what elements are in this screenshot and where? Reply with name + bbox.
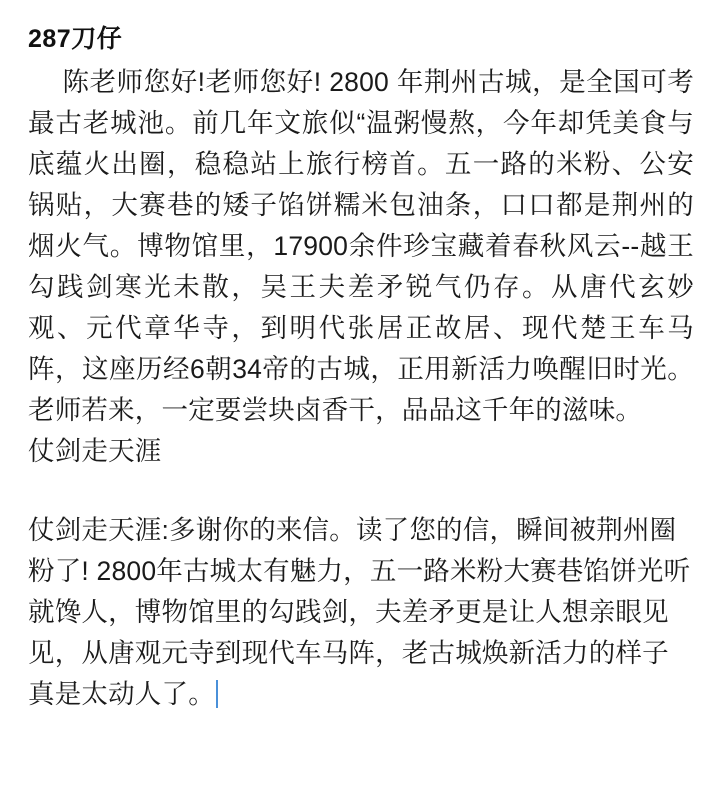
reply-block <box>28 510 694 715</box>
text-cursor <box>216 680 218 708</box>
letter-paragraph: 陈老师您好!老师您好! 2800 年荆州古城，是全国可考最古老城池。前几年文旅似“温粥慢熬，今年却凭美食与底蕴火出圈，稳稳站上旅行榜首。五一路的米粉、公安锅贴，大赛巷的矮子馅饼糯米包油条，口口都是荆州的烟火气。博物馆里，17900余件珍宝藏着春秋风云--越王勾践剑寒光未散，吴王夫差矛锐气仍存。从唐代玄妙观、元代章华寺，到明代张居正故居、现代楚王车马阵，这座历经6朝34帝的古城，正用新活力唤醒旧时光。老师若来，一定要尝块卤香干，品品这千年的滋味。 <box>28 67 694 425</box>
section-spacer <box>28 472 694 510</box>
letter-signature: 仗剑走天涯 <box>28 436 162 466</box>
page-title: 287刀仔 <box>28 25 123 53</box>
reply-text: 仗剑走天涯:多谢你的来信。读了您的信，瞬间被荆州圈粉了! 2800年古城太有魅力，五一路米粉大赛巷馅饼光听就馋人，博物馆里的勾践剑，夫差矛更是让人想亲眼见见，从唐观元寺到现代车马阵，老古城焕新活力的样子真是太动人了。 <box>28 515 691 709</box>
